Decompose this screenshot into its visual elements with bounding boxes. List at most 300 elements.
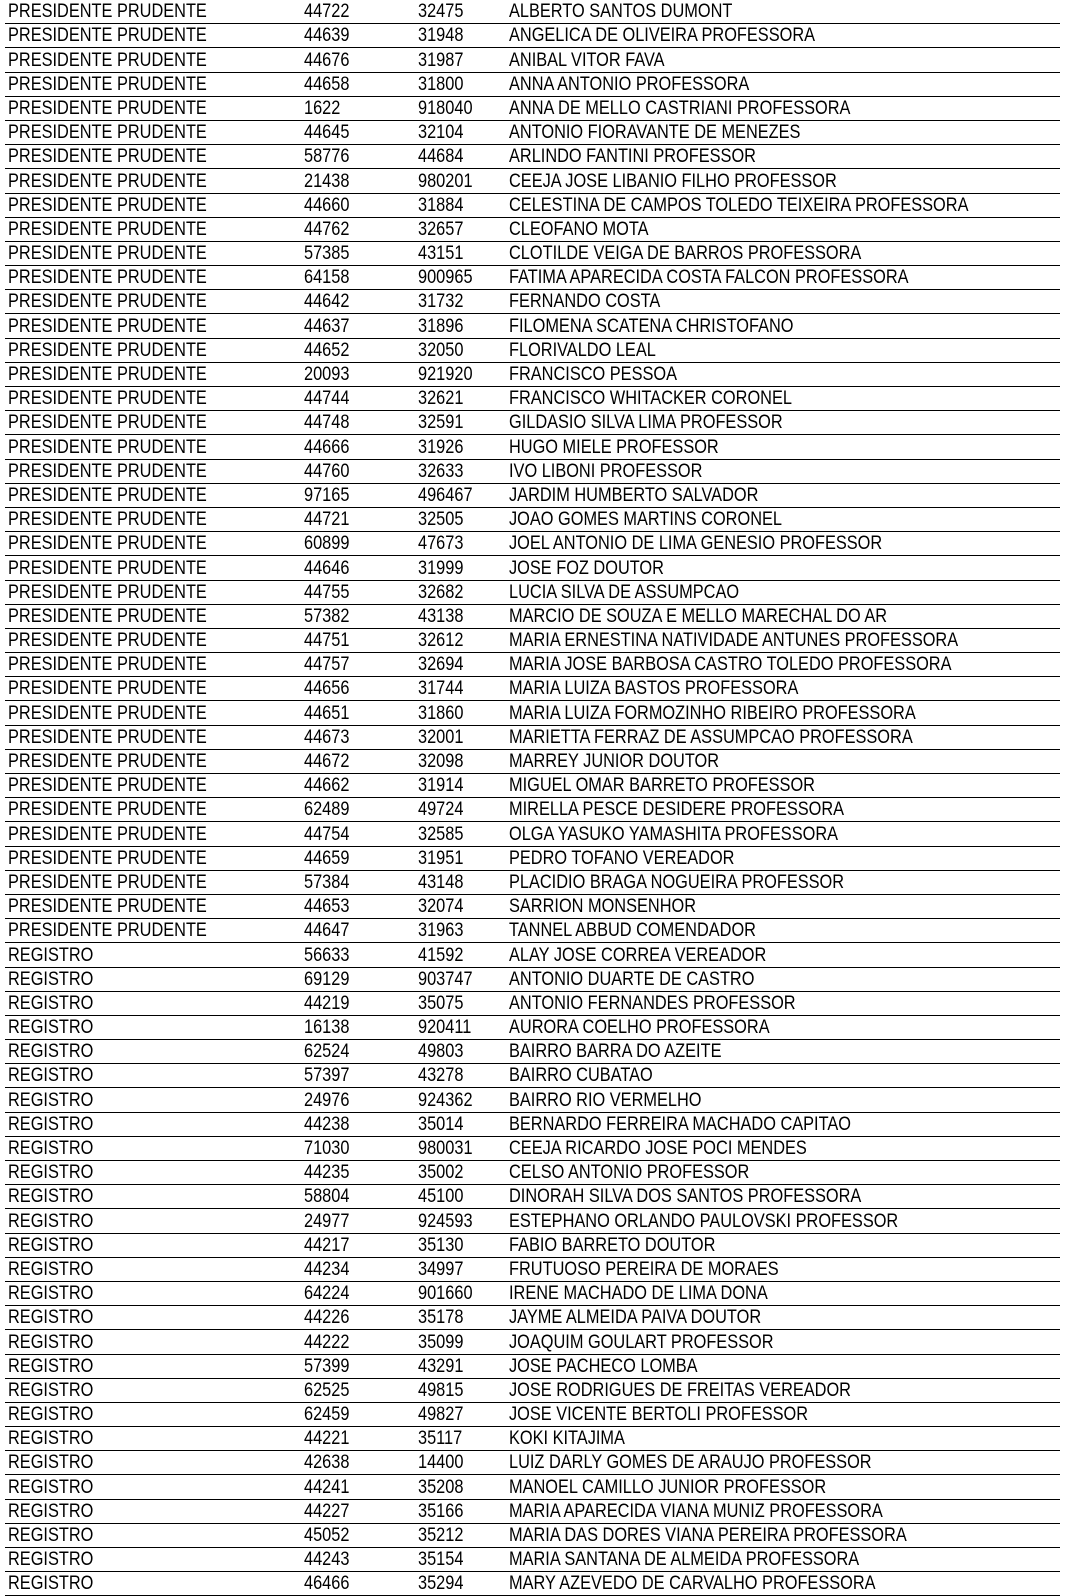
secondary-code-cell-text: 32585 <box>418 823 464 845</box>
code-cell <box>301 0 415 24</box>
city-cell-text: REGISTRO <box>8 1525 94 1546</box>
secondary-code-cell <box>415 894 506 918</box>
school-name-cell <box>506 725 1060 749</box>
code-cell-text: 62525 <box>304 1379 350 1401</box>
table-row <box>5 483 1060 507</box>
code-cell <box>301 169 415 193</box>
table-row <box>5 72 1060 96</box>
code-cell <box>301 532 415 556</box>
school-name-cell-text: MIRELLA PESCE DESIDERE PROFESSORA <box>509 799 845 821</box>
school-name-cell-text: ALBERTO SANTOS DUMONT <box>509 1 733 23</box>
secondary-code-cell <box>415 72 506 96</box>
city-cell <box>5 169 301 193</box>
city-cell <box>5 1185 301 1209</box>
school-name-cell-text: ANTONIO FIORAVANTE DE MENEZES <box>509 122 801 144</box>
table-row <box>5 1233 1060 1257</box>
school-name-cell-text: BAIRRO CUBATAO <box>509 1065 653 1087</box>
code-cell <box>301 870 415 894</box>
city-cell <box>5 749 301 773</box>
city-cell-text: PRESIDENTE PRUDENTE <box>8 339 207 361</box>
school-name-cell-text: IVO LIBONI PROFESSOR <box>509 460 703 482</box>
secondary-code-cell-text: 32591 <box>418 412 464 434</box>
table-row <box>5 919 1060 943</box>
code-cell-text: 69129 <box>304 968 350 990</box>
school-name-cell <box>506 1499 1060 1523</box>
table-row <box>5 604 1060 628</box>
secondary-code-cell <box>415 1112 506 1136</box>
secondary-code-cell-text: 31987 <box>418 49 464 71</box>
school-name-cell-text: MARIA APARECIDA VIANA MUNIZ PROFESSORA <box>509 1500 883 1522</box>
code-cell <box>301 290 415 314</box>
city-cell-text: REGISTRO <box>8 992 94 1014</box>
school-name-cell <box>506 435 1060 459</box>
school-name-cell <box>506 483 1060 507</box>
city-cell-text: PRESIDENTE PRUDENTE <box>8 412 207 434</box>
city-cell-text: REGISTRO <box>8 1089 94 1111</box>
city-cell <box>5 1523 301 1547</box>
school-name-cell <box>506 1572 1060 1596</box>
secondary-code-cell <box>415 241 506 265</box>
secondary-code-cell-text: 924362 <box>418 1089 473 1111</box>
school-name-cell <box>506 290 1060 314</box>
table-row <box>5 48 1060 72</box>
city-cell <box>5 411 301 435</box>
city-cell <box>5 1112 301 1136</box>
code-cell-text: 44660 <box>304 194 350 216</box>
city-cell <box>5 991 301 1015</box>
code-cell <box>301 1281 415 1305</box>
secondary-code-cell <box>415 1233 506 1257</box>
table-row <box>5 1257 1060 1281</box>
table-row <box>5 1475 1060 1499</box>
code-cell <box>301 96 415 120</box>
table-row <box>5 314 1060 338</box>
secondary-code-cell <box>415 556 506 580</box>
table-row <box>5 628 1060 652</box>
table-row <box>5 1015 1060 1039</box>
code-cell-text: 56633 <box>304 944 350 966</box>
code-cell-text: 46466 <box>304 1573 350 1595</box>
code-cell <box>301 919 415 943</box>
city-cell-text: PRESIDENTE PRUDENTE <box>8 751 207 772</box>
city-cell <box>5 1209 301 1233</box>
table-row <box>5 1281 1060 1305</box>
city-cell-text: REGISTRO <box>8 1162 94 1184</box>
school-name-cell-text: FRANCISCO PESSOA <box>509 364 677 385</box>
city-cell-text: REGISTRO <box>8 1404 94 1426</box>
code-cell-text: 20093 <box>304 364 350 385</box>
code-cell <box>301 846 415 870</box>
school-name-cell <box>506 1548 1060 1572</box>
secondary-code-cell-text: 32098 <box>418 751 464 772</box>
school-name-cell <box>506 362 1060 386</box>
school-name-cell-text: GILDASIO SILVA LIMA PROFESSOR <box>509 412 783 434</box>
secondary-code-cell-text: 35130 <box>418 1234 464 1256</box>
city-cell <box>5 967 301 991</box>
city-cell-text: REGISTRO <box>8 1573 94 1595</box>
secondary-code-cell <box>415 1064 506 1088</box>
table-row <box>5 24 1060 48</box>
city-cell <box>5 677 301 701</box>
city-cell-text: REGISTRO <box>8 1234 94 1256</box>
city-cell <box>5 1281 301 1305</box>
code-cell <box>301 894 415 918</box>
code-cell <box>301 1330 415 1354</box>
code-cell-text: 44762 <box>304 218 350 240</box>
code-cell-text: 44676 <box>304 49 350 71</box>
secondary-code-cell <box>415 1306 506 1330</box>
school-name-cell <box>506 822 1060 846</box>
code-cell-text: 44221 <box>304 1428 350 1450</box>
city-cell <box>5 1475 301 1499</box>
school-name-cell <box>506 1015 1060 1039</box>
code-cell <box>301 1427 415 1451</box>
secondary-code-cell <box>415 435 506 459</box>
code-cell <box>301 120 415 144</box>
school-name-cell-text: JAYME ALMEIDA PAIVA DOUTOR <box>509 1307 762 1329</box>
code-cell <box>301 193 415 217</box>
school-name-cell-text: ANIBAL VITOR FAVA <box>509 49 665 71</box>
table-row <box>5 241 1060 265</box>
secondary-code-cell <box>415 1572 506 1596</box>
school-name-cell-text: OLGA YASUKO YAMASHITA PROFESSORA <box>509 823 839 845</box>
school-name-cell-text: JOSE FOZ DOUTOR <box>509 557 664 579</box>
code-cell <box>301 411 415 435</box>
table-row <box>5 894 1060 918</box>
code-cell <box>301 1088 415 1112</box>
city-cell <box>5 1330 301 1354</box>
city-cell <box>5 1088 301 1112</box>
secondary-code-cell-text: 31926 <box>418 436 464 458</box>
school-name-cell <box>506 1064 1060 1088</box>
code-cell <box>301 24 415 48</box>
code-cell-text: 44666 <box>304 436 350 458</box>
secondary-code-cell <box>415 411 506 435</box>
school-name-cell-text: MARREY JUNIOR DOUTOR <box>509 751 720 772</box>
city-cell <box>5 919 301 943</box>
code-cell-text: 24976 <box>304 1089 350 1111</box>
secondary-code-cell-text: 49803 <box>418 1041 464 1063</box>
code-cell <box>301 435 415 459</box>
secondary-code-cell <box>415 919 506 943</box>
code-cell <box>301 1306 415 1330</box>
secondary-code-cell-text: 903747 <box>418 968 473 990</box>
code-cell <box>301 145 415 169</box>
city-cell-text: PRESIDENTE PRUDENTE <box>8 630 207 652</box>
school-name-cell-text: LUCIA SILVA DE ASSUMPCAO <box>509 581 740 603</box>
code-cell <box>301 749 415 773</box>
city-cell <box>5 604 301 628</box>
secondary-code-cell-text: 35002 <box>418 1162 464 1184</box>
code-cell-text: 44755 <box>304 581 350 603</box>
code-cell-text: 21438 <box>304 170 350 192</box>
secondary-code-cell-text: 49827 <box>418 1404 464 1426</box>
secondary-code-cell-text: 34997 <box>418 1258 464 1280</box>
secondary-code-cell <box>415 1475 506 1499</box>
school-name-cell-text: ANGELICA DE OLIVEIRA PROFESSORA <box>509 25 816 47</box>
code-cell <box>301 1015 415 1039</box>
school-name-cell <box>506 411 1060 435</box>
school-name-cell <box>506 459 1060 483</box>
secondary-code-cell-text: 45100 <box>418 1186 464 1208</box>
city-cell <box>5 532 301 556</box>
secondary-code-cell-text: 32621 <box>418 388 464 410</box>
school-list-table <box>5 0 1060 1596</box>
city-cell-text: REGISTRO <box>8 1283 94 1305</box>
code-cell-text: 42638 <box>304 1452 350 1474</box>
table-row <box>5 1402 1060 1426</box>
secondary-code-cell <box>415 1499 506 1523</box>
table-row <box>5 387 1060 411</box>
code-cell <box>301 217 415 241</box>
city-cell <box>5 338 301 362</box>
secondary-code-cell-text: 35212 <box>418 1525 464 1546</box>
code-cell <box>301 1257 415 1281</box>
code-cell <box>301 653 415 677</box>
code-cell-text: 16138 <box>304 1017 350 1039</box>
secondary-code-cell-text: 32050 <box>418 339 464 361</box>
city-cell <box>5 1064 301 1088</box>
secondary-code-cell <box>415 48 506 72</box>
code-cell <box>301 943 415 967</box>
code-cell <box>301 580 415 604</box>
school-name-cell <box>506 193 1060 217</box>
city-cell <box>5 193 301 217</box>
school-name-cell-text: MARIA LUIZA BASTOS PROFESSORA <box>509 678 799 700</box>
school-name-cell <box>506 1523 1060 1547</box>
secondary-code-cell-text: 32694 <box>418 654 464 676</box>
code-cell-text: 44238 <box>304 1113 350 1135</box>
table-row <box>5 1064 1060 1088</box>
code-cell <box>301 1548 415 1572</box>
school-name-cell-text: ARLINDO FANTINI PROFESSOR <box>509 146 756 168</box>
city-cell-text: PRESIDENTE PRUDENTE <box>8 49 207 71</box>
secondary-code-cell <box>415 1451 506 1475</box>
code-cell <box>301 1475 415 1499</box>
code-cell-text: 44235 <box>304 1162 350 1184</box>
table-row <box>5 266 1060 290</box>
table-row <box>5 1088 1060 1112</box>
school-name-cell-text: BAIRRO RIO VERMELHO <box>509 1089 702 1111</box>
school-name-cell-text: MARIA SANTANA DE ALMEIDA PROFESSORA <box>509 1549 860 1571</box>
code-cell-text: 44646 <box>304 557 350 579</box>
city-cell <box>5 0 301 24</box>
code-cell <box>301 1499 415 1523</box>
city-cell-text: REGISTRO <box>8 1355 94 1377</box>
city-cell-text: REGISTRO <box>8 1500 94 1522</box>
school-name-cell <box>506 120 1060 144</box>
school-name-cell <box>506 1451 1060 1475</box>
school-name-cell-text: ALAY JOSE CORREA VEREADOR <box>509 944 767 966</box>
school-name-cell <box>506 169 1060 193</box>
school-name-cell-text: FILOMENA SCATENA CHRISTOFANO <box>509 315 794 337</box>
table-row <box>5 798 1060 822</box>
secondary-code-cell-text: 31896 <box>418 315 464 337</box>
secondary-code-cell-text: 918040 <box>418 97 473 119</box>
school-name-cell <box>506 1209 1060 1233</box>
city-cell <box>5 1354 301 1378</box>
secondary-code-cell <box>415 653 506 677</box>
secondary-code-cell-text: 35208 <box>418 1476 464 1498</box>
code-cell-text: 57399 <box>304 1355 350 1377</box>
school-name-cell <box>506 507 1060 531</box>
secondary-code-cell <box>415 1136 506 1160</box>
secondary-code-cell-text: 924593 <box>418 1210 473 1232</box>
table-row <box>5 362 1060 386</box>
city-cell <box>5 1136 301 1160</box>
table-row <box>5 1136 1060 1160</box>
school-name-cell-text: CEEJA JOSE LIBANIO FILHO PROFESSOR <box>509 170 837 192</box>
secondary-code-cell-text: 43278 <box>418 1065 464 1087</box>
table-row <box>5 507 1060 531</box>
city-cell-text: PRESIDENTE PRUDENTE <box>8 267 207 289</box>
school-name-cell <box>506 580 1060 604</box>
secondary-code-cell <box>415 580 506 604</box>
school-name-cell <box>506 24 1060 48</box>
code-cell <box>301 1185 415 1209</box>
school-name-cell-text: MARCIO DE SOUZA E MELLO MARECHAL DO AR <box>509 605 888 627</box>
table-row <box>5 943 1060 967</box>
code-cell-text: 44754 <box>304 823 350 845</box>
code-cell-text: 44656 <box>304 678 350 700</box>
city-cell-text: PRESIDENTE PRUDENTE <box>8 799 207 821</box>
city-cell-text: REGISTRO <box>8 1017 94 1039</box>
code-cell <box>301 798 415 822</box>
school-name-cell <box>506 1088 1060 1112</box>
secondary-code-cell <box>415 0 506 24</box>
table-row <box>5 967 1060 991</box>
secondary-code-cell <box>415 677 506 701</box>
school-name-cell <box>506 628 1060 652</box>
city-cell <box>5 48 301 72</box>
secondary-code-cell <box>415 24 506 48</box>
city-cell <box>5 1040 301 1064</box>
city-cell-text: PRESIDENTE PRUDENTE <box>8 533 207 555</box>
code-cell-text: 44722 <box>304 1 350 23</box>
school-name-cell-text: DINORAH SILVA DOS SANTOS PROFESSORA <box>509 1186 862 1208</box>
city-cell-text: PRESIDENTE PRUDENTE <box>8 726 207 748</box>
school-name-cell <box>506 96 1060 120</box>
table-row <box>5 411 1060 435</box>
table-row <box>5 338 1060 362</box>
table-row <box>5 822 1060 846</box>
secondary-code-cell <box>415 870 506 894</box>
city-cell <box>5 507 301 531</box>
city-cell-text: PRESIDENTE PRUDENTE <box>8 871 207 893</box>
city-cell-text: REGISTRO <box>8 1113 94 1135</box>
city-cell-text: PRESIDENTE PRUDENTE <box>8 122 207 144</box>
secondary-code-cell <box>415 1378 506 1402</box>
school-name-cell <box>506 894 1060 918</box>
secondary-code-cell-text: 31963 <box>418 920 464 942</box>
city-cell-text: PRESIDENTE PRUDENTE <box>8 702 207 724</box>
school-name-cell <box>506 314 1060 338</box>
secondary-code-cell <box>415 967 506 991</box>
code-cell <box>301 677 415 701</box>
table-row <box>5 677 1060 701</box>
school-name-cell-text: MARIETTA FERRAZ DE ASSUMPCAO PROFESSORA <box>509 726 913 748</box>
code-cell <box>301 1572 415 1596</box>
code-cell-text: 44748 <box>304 412 350 434</box>
school-name-cell <box>506 604 1060 628</box>
school-name-cell-text: FRUTUOSO PEREIRA DE MORAES <box>509 1258 779 1280</box>
school-name-cell <box>506 870 1060 894</box>
school-name-cell-text: FERNANDO COSTA <box>509 291 661 313</box>
school-name-cell <box>506 72 1060 96</box>
secondary-code-cell <box>415 701 506 725</box>
city-cell-text: PRESIDENTE PRUDENTE <box>8 315 207 337</box>
city-cell-text: REGISTRO <box>8 968 94 990</box>
table-row <box>5 193 1060 217</box>
table-row <box>5 435 1060 459</box>
city-cell-text: REGISTRO <box>8 1379 94 1401</box>
city-cell-text: PRESIDENTE PRUDENTE <box>8 218 207 240</box>
school-name-cell-text: ANTONIO DUARTE DE CASTRO <box>509 968 755 990</box>
school-name-cell-text: JOSE RODRIGUES DE FREITAS VEREADOR <box>509 1379 851 1401</box>
school-name-cell <box>506 266 1060 290</box>
city-cell-text: REGISTRO <box>8 1138 94 1159</box>
city-cell <box>5 1427 301 1451</box>
secondary-code-cell-text: 32505 <box>418 509 464 531</box>
city-cell <box>5 459 301 483</box>
school-name-cell <box>506 701 1060 725</box>
city-cell <box>5 290 301 314</box>
secondary-code-cell <box>415 362 506 386</box>
secondary-code-cell-text: 31884 <box>418 194 464 216</box>
table-row <box>5 1523 1060 1547</box>
table-row <box>5 580 1060 604</box>
school-name-cell <box>506 387 1060 411</box>
school-name-cell-text: MARIA LUIZA FORMOZINHO RIBEIRO PROFESSORA <box>509 702 916 724</box>
school-name-cell-text: MIGUEL OMAR BARRETO PROFESSOR <box>509 775 815 797</box>
table-row <box>5 532 1060 556</box>
code-cell-text: 57382 <box>304 605 350 627</box>
code-cell-text: 44721 <box>304 509 350 531</box>
school-name-cell-text: PEDRO TOFANO VEREADOR <box>509 847 735 869</box>
secondary-code-cell-text: 32633 <box>418 460 464 482</box>
secondary-code-cell <box>415 532 506 556</box>
city-cell <box>5 1233 301 1257</box>
code-cell-text: 44222 <box>304 1331 350 1353</box>
school-name-cell <box>506 991 1060 1015</box>
code-cell-text: 44645 <box>304 122 350 144</box>
code-cell <box>301 459 415 483</box>
city-cell <box>5 701 301 725</box>
city-cell-text: PRESIDENTE PRUDENTE <box>8 97 207 119</box>
secondary-code-cell-text: 31860 <box>418 702 464 724</box>
city-cell <box>5 798 301 822</box>
city-cell-text: PRESIDENTE PRUDENTE <box>8 194 207 216</box>
city-cell-text: PRESIDENTE PRUDENTE <box>8 364 207 385</box>
table-row <box>5 1572 1060 1596</box>
secondary-code-cell <box>415 314 506 338</box>
school-name-cell-text: MARIA JOSE BARBOSA CASTRO TOLEDO PROFESSORA <box>509 654 952 676</box>
city-cell-text: REGISTRO <box>8 1549 94 1571</box>
school-name-cell-text: CLEOFANO MOTA <box>509 218 649 240</box>
city-cell <box>5 1161 301 1185</box>
secondary-code-cell-text: 32682 <box>418 581 464 603</box>
school-name-cell <box>506 1475 1060 1499</box>
secondary-code-cell-text: 35178 <box>418 1307 464 1329</box>
school-name-cell-text: ANNA ANTONIO PROFESSORA <box>509 73 750 95</box>
school-name-cell-text: CELESTINA DE CAMPOS TOLEDO TEIXEIRA PROFESSORA <box>509 194 969 216</box>
school-name-cell <box>506 1112 1060 1136</box>
city-cell-text: REGISTRO <box>8 1186 94 1208</box>
school-name-cell-text: ANNA DE MELLO CASTRIANI PROFESSORA <box>509 97 851 119</box>
table-row <box>5 1451 1060 1475</box>
school-name-cell-text: JOSE PACHECO LOMBA <box>509 1355 698 1377</box>
code-cell-text: 44659 <box>304 847 350 869</box>
